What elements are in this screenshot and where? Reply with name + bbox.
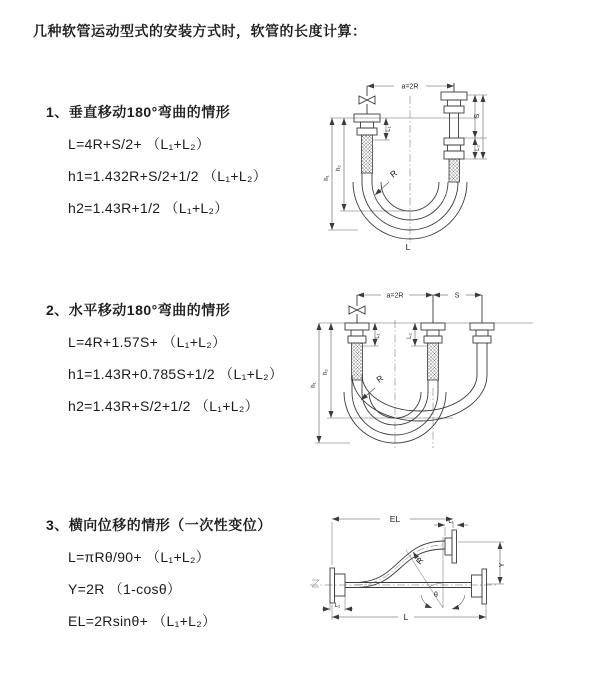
dim-label-stroke: S xyxy=(474,113,481,119)
radius-label: R xyxy=(388,167,400,180)
dim-label-fitting-2: L₂ xyxy=(475,145,481,151)
right-fitting xyxy=(470,323,494,375)
diagram-lateral-displacement xyxy=(298,503,600,645)
left-fitting xyxy=(354,114,380,173)
left-flange xyxy=(330,568,345,603)
formula-el: EL=2Rsinθ+ （L₁+L₂） xyxy=(68,613,217,629)
dim-label-stroke: S xyxy=(454,292,460,300)
dim-label-h2: h₂ xyxy=(336,165,342,171)
formula-y: Y=2R （1-cosθ） xyxy=(68,581,182,597)
dim-label-fitting-2: L₂ xyxy=(334,603,341,609)
radius-label: R xyxy=(413,555,426,567)
dim-label-span: a=2R xyxy=(401,83,419,91)
diagram-horizontal-180-bend xyxy=(303,278,600,465)
section-3-heading: 3、横向位移的情形（一次性变位） xyxy=(46,517,272,533)
dim-label-h1: h₁ xyxy=(324,175,330,181)
top-right-flange xyxy=(445,530,457,563)
dim-label-fitting-2: L₂ xyxy=(407,333,413,339)
formula-length: L=4R+S/2+ （L₁+L₂） xyxy=(68,136,211,152)
formula-h2: h2=1.43R+S/2+1/2 （L₁+L₂） xyxy=(68,398,259,414)
dim-label-el: EL xyxy=(389,514,401,524)
dimension-lines xyxy=(322,519,504,620)
section-1-heading: 1、垂直移动180°弯曲的情形 xyxy=(46,104,231,120)
page-title: 几种软管运动型式的安装方式时，软管的长度计算： xyxy=(33,23,367,39)
section-1 xyxy=(46,96,267,224)
dim-label-span: a=2R xyxy=(386,292,404,300)
dim-label-h2: h₂ xyxy=(323,369,329,375)
dimension-lines xyxy=(328,83,487,230)
centerline-symbol xyxy=(312,580,319,587)
dim-label-fitting-1: L₁ xyxy=(386,126,392,132)
length-label: L xyxy=(403,612,409,622)
s-curve-hose xyxy=(355,541,445,588)
section-3 xyxy=(46,509,272,637)
valve-icon xyxy=(349,306,365,314)
hose-u-bend xyxy=(344,372,487,443)
diagram-vertical-180-bend xyxy=(306,66,588,258)
formula-h2: h2=1.43R+1/2 （L₁+L₂） xyxy=(68,200,229,216)
formula-length: L=πRθ/90+ （L₁+L₂） xyxy=(68,549,211,565)
section-2 xyxy=(46,294,283,422)
dim-label-fitting-1: L₁ xyxy=(375,333,381,339)
formula-h1: h1=1.432R+S/2+1/2 （L₁+L₂） xyxy=(68,168,268,184)
hose-assembly xyxy=(353,83,467,242)
middle-fitting xyxy=(421,323,445,380)
dim-label-y: Y xyxy=(499,562,506,568)
right-fitting xyxy=(441,83,467,182)
section-2-heading: 2、水平移动180°弯曲的情形 xyxy=(46,302,231,318)
bottom-right-flange xyxy=(472,569,487,604)
diagram-labels xyxy=(335,514,506,622)
left-fitting xyxy=(345,323,369,380)
radius-label: R xyxy=(374,372,386,385)
dim-label-h1: h₁ xyxy=(311,382,317,388)
formula-h1: h1=1.43R+0.785S+1/2 （L₁+L₂） xyxy=(68,366,284,382)
hose-assembly xyxy=(344,292,494,448)
valve-icon xyxy=(359,96,375,104)
formula-length: L=4R+1.57S+ （L₁+L₂） xyxy=(68,334,227,350)
dim-label-fitting-1: L₁ xyxy=(448,519,454,525)
angle-label: θ xyxy=(434,592,438,599)
length-label: L xyxy=(405,242,411,252)
